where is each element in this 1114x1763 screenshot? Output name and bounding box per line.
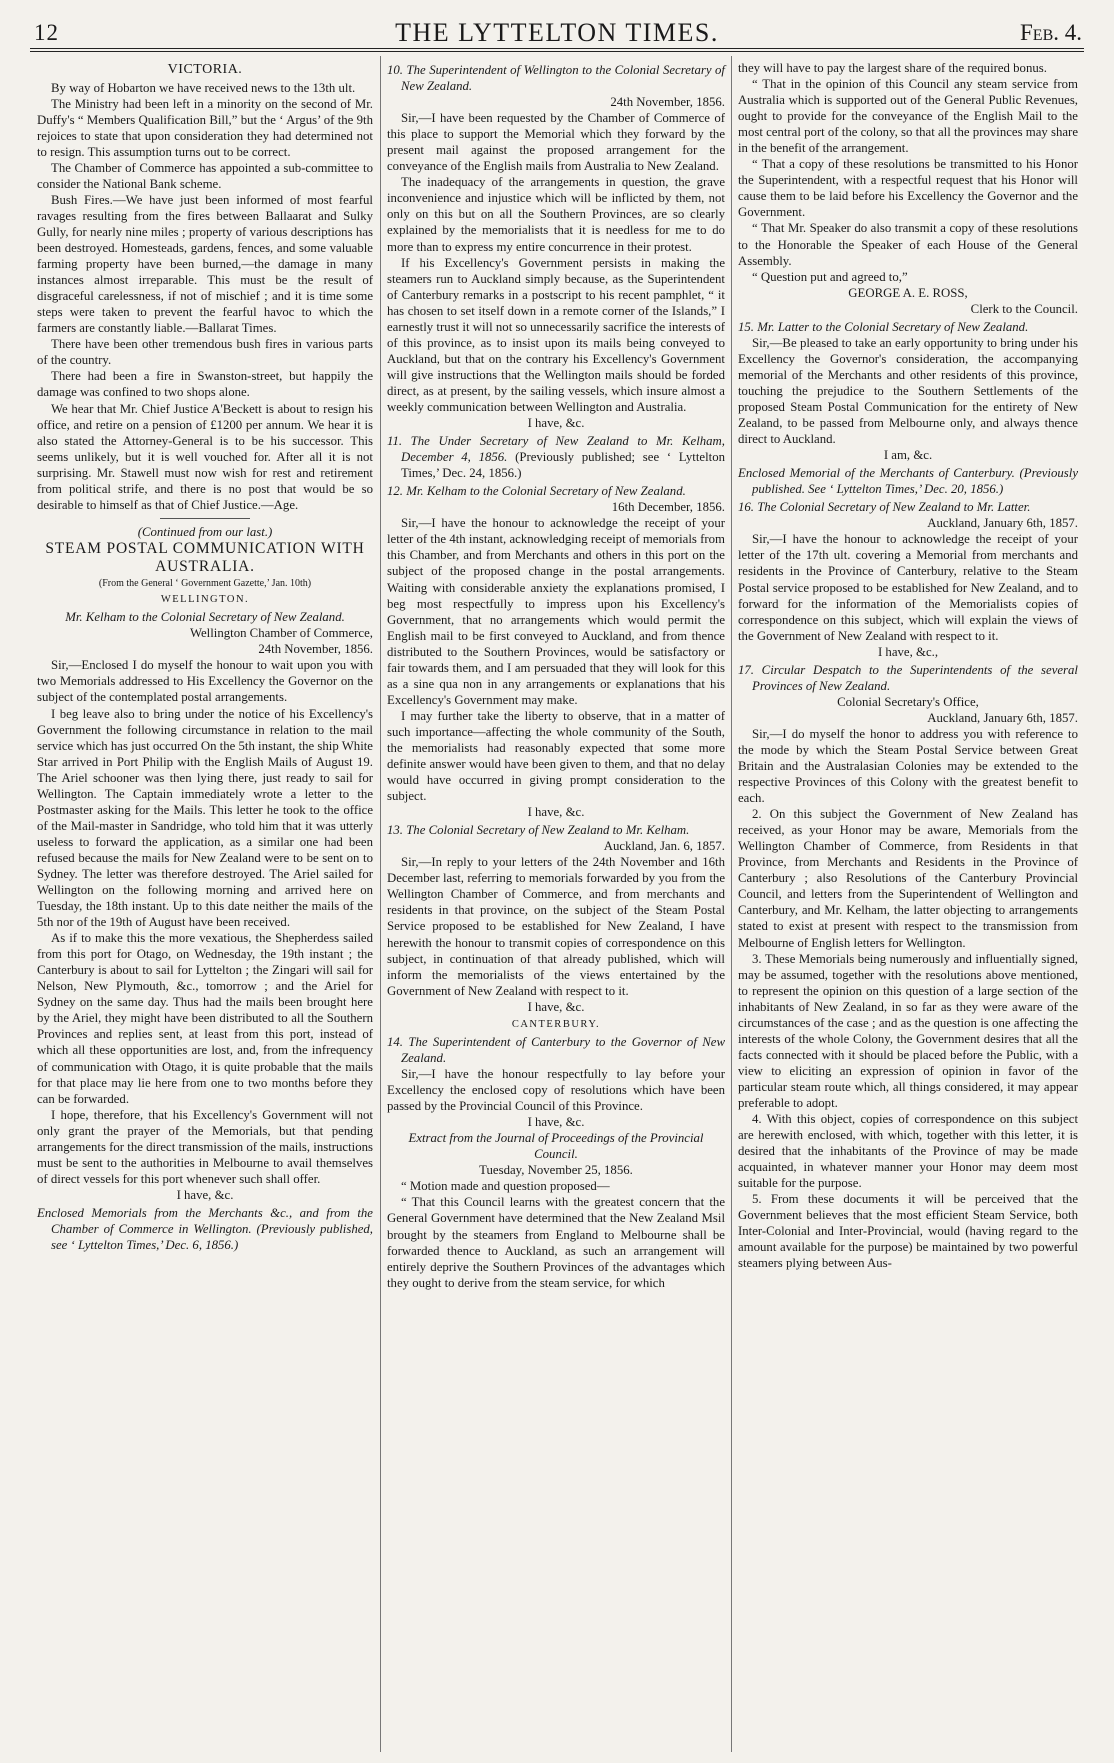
column-divider: [380, 56, 381, 1752]
issue-date: Feb. 4.: [1020, 20, 1082, 45]
column-1: [37, 60, 373, 1253]
masthead: [30, 14, 1084, 47]
paragraph: There have been other tremendous bush fires in various parts of the country.: [37, 337, 373, 368]
paragraph: Sir,—I have the honour to acknowledge the receipt of your letter of the 4th instant, acknowledging receipt of memorials from this Chamber, and from Merchants and others in this port on the subject of the proposed change in the postal arrangements. Waiting with considerable anxiety the explanations promised, I beg most respectfully to impress upon his Excellency's Government, that no arrangements which would permit the English mail to be first conveyed to Auckland, and from thence distributed to the Southern Provinces, would be satisfactory or fair towards them, and I am persuaded that they will look for this as a sine qua non in any arrangements or explanations that his Excellency's Government may make.: [387, 516, 725, 707]
paragraph: I may further take the liberty to observe, that in a matter of such importance—affecting the whole community of the South, the memorialists had reasonably expected that some more definite answer would have been given to them, and that no delay would have occurred in giving prompt consideration to the subject.: [387, 708, 725, 804]
paragraph: There had been a fire in Swanston-street, but happily the damage was confined to two shops alone.: [37, 369, 373, 400]
letter-heading: 10. The Superintendent of Wellington to the Colonial Secretary of New Zealand.: [387, 63, 725, 94]
enclosure-note: Enclosed Memorials from the Merchants &c., and from the Chamber of Commerce in Wellington. (Previously published, see ‘ Lyttelton Times,’ Dec. 6, 1856.): [37, 1205, 373, 1253]
letter-close: I have, &c.: [527, 805, 585, 820]
letter-place: Wellington Chamber of Commerce,: [189, 626, 373, 641]
paragraph: I beg leave also to bring under the notice of his Excellency's Government the following circumstance in relation to the mail service which has just occurred On the 5th instant, the ship White Star arrived in Port Philip with the English Mails of August 19. The Ariel schooner was then lying there, just ready to sail for Wellington. The Captain immediately wrote a letter to the Postmaster asking for the Mails. This letter he took to the office of the Mail-master in Sandridge, who told him that it was utterly useless to forward the application, as a similar one had been refused because the mails for New Zealand were to be sent on to Sydney. The letter was therefore destroyed. The Ariel sailed for Wellington on the following morning and arrived here on Tuesday, the 18th instant. Up to this date neither the mails of the 5th nor of the 19th of August have been received.: [37, 706, 373, 930]
letter-close: I have, &c.,: [877, 644, 939, 659]
paragraph: 3. These Memorials being numerously and influentially signed, may be assumed, together with the resolutions above mentioned, to represent the opinion on this question of a large section of the inhabitants of New Zealand, in so far as they were aware of the circumstances of the case ; and as the question is one affecting the interests of the whole Colony, the Government desires that all the facts connected with it should be placed before the Public, with a view to eliciting an expression of opinion in favor of the particular steam route which, all things considered, it may appear preferable to adopt.: [738, 951, 1078, 1110]
paragraph: If his Excellency's Government persists in making the steamers run to Auckland simply because, as the Superintendent of Canterbury remarks in a postscript to his recent pamphlet, “ it has chosen to set itself down in a remote corner of the Islands,” I earnestly trust it will not so unnecessarily sacrifice the interests of of this province, as to insist upon its mails being conveyed to Auckland, but that on the contrary his Excellency's Government will give instructions that the Wellington mails should be forded direct, as at present, by the sailing vessels, which insure almost a weekly communication between Wellington and Australia.: [387, 255, 725, 414]
column-2: [387, 60, 725, 1291]
letter-date: 24th November, 1856.: [258, 642, 373, 657]
letter-heading: Mr. Kelham to the Colonial Secretary of New Zealand.: [65, 610, 345, 625]
paragraph: Sir,—Be pleased to take an early opportunity to bring under his Excellency the Governor's consideration, the accompanying memorial of the Merchants and other residents of this province, touching the prejudice to the Southern Settlements of the proposed Steam Postal Communication for the entirety of New Zealand, to be passed from Melbourne only, and always thence direct to Auckland.: [738, 335, 1078, 447]
section-heading: VICTORIA.: [167, 62, 243, 77]
paragraph: As if to make this the more vexatious, the Shepherdess sailed from this port for Otago, on Wednesday, the 19th instant ; the Canterbury is about to sail for Lyttelton ; the Zingari will sail for Nelson, New Plymouth, &c., tomorrow ; and the Ariel for Sydney on the same day. Thus had the mails been brought here by the Ariel, they might have been distributed to all the Southern Provinces and replies sent, at least from this port, instead of which all these opportunities are lost, and, from the infrequency of communication with Otago, it is quite probable that the mails for that place may lie here from one to two months before they can be forwarded.: [37, 931, 373, 1106]
paragraph: “ That a copy of these resolutions be transmitted to his Honor the Superintendent, with a respectful request that his Honor will cause them to be laid before his Excellency the Governor and the Government.: [738, 157, 1078, 220]
article-heading: STEAM POSTAL COMMUNICATION WITH AUSTRALIA.: [45, 539, 365, 575]
letter-heading: 14. The Superintendent of Canterbury to the Governor of New Zealand.: [387, 1034, 725, 1065]
letter-date: 16th December, 1856.: [611, 500, 725, 515]
letter-heading: 11. The Under Secretary of New Zealand to Mr. Kelham, December 4, 1856. (Previously published; see ‘ Lyttelton Times,’ Dec. 24, 1856.): [387, 434, 725, 481]
extract-heading: Extract from the Journal of Proceedings of the Provincial Council.: [408, 1131, 704, 1162]
letter-date: 24th November, 1856.: [610, 95, 725, 110]
paragraph: 4. With this object, copies of correspondence on this subject are herewith enclosed, with which, together with this letter, it is desired that the inhabitants of the Province of may be made acquainted, in whatever manner your Honor may deem most suitable for the purpose.: [738, 1112, 1078, 1191]
paragraph: “ That Mr. Speaker do also transmit a copy of these resolutions to the Honorable the Speaker of each House of the General Assembly.: [738, 221, 1078, 268]
letter-heading: 16. The Colonial Secretary of New Zealand to Mr. Latter.: [738, 500, 1031, 515]
column-divider: [731, 56, 732, 1752]
paragraph: Sir,—In reply to your letters of the 24th November and 16th December last, referring to memorials forwarded by you from the Wellington Chamber of Commerce, and from merchants and residents in that province, on the subject of the Steam Postal Service proposed to be established for New Zealand, I have herewith the honour to transmit copies of correspondence on this subject, in continuation of that already published, which will inform the memorialists of the views entertained by the Government of New Zealand with respect to it.: [387, 855, 725, 998]
letter-close: I have, &c.: [527, 416, 585, 431]
paragraph: Sir,—I do myself the honor to address you with reference to the mode by which the Steam Postal Service between Great Britain and the Australasian Colonies may be extended to the respective Provinces of this Colony with the greatest benefit to each.: [738, 726, 1078, 806]
paragraph: By way of Hobarton we have received news to the 13th ult.: [51, 80, 356, 95]
subsection-heading: WELLINGTON.: [160, 594, 250, 606]
newspaper-title: THE LYTTELTON TIMES.: [395, 18, 719, 47]
masthead-rule: [30, 48, 1084, 49]
paragraph: Sir,—I have the honour to acknowledge the receipt of your letter of the 17th ult. covering a Memorial from merchants and residents in the Province of Canterbury, relative to the Steam Postal service proposed to be established for New Zealand, and to forward for the information of the Memorialists copies of correspondence on this subject, which will explain the views of the Government of New Zealand with respect to it.: [738, 532, 1078, 643]
paragraph: Sir,—Enclosed I do myself the honour to wait upon you with two Memorials addressed to His Excellency the Governor on the subject of the contemplated postal arrangements.: [37, 658, 373, 705]
letter-heading: 15. Mr. Latter to the Colonial Secretary of New Zealand.: [738, 319, 1029, 334]
letter-close: I have, &c.: [176, 1187, 234, 1202]
paragraph: Sir,—I have the honour respectfully to lay before your Excellency the enclosed copy of resolutions which have been passed by the Provincial Council of this Province.: [387, 1067, 725, 1114]
page-number: 12: [34, 20, 59, 45]
letter-date: Auckland, Jan. 6, 1857.: [603, 839, 725, 854]
subsection-heading: CANTERBURY.: [511, 1018, 601, 1030]
extract-date: Tuesday, November 25, 1856.: [479, 1163, 633, 1178]
paragraph: Sir,—I have been requested by the Chamber of Commerce of this place to support the Memorial which they forward by the present mail against the proposed arrangement for the conveyance of the English mails from Australia to New Zealand.: [387, 111, 725, 174]
masthead-rule-2: [30, 51, 1084, 52]
signature-title: Clerk to the Council.: [970, 301, 1078, 316]
letter-date: Auckland, January 6th, 1857.: [927, 710, 1078, 725]
paragraph: We hear that Mr. Chief Justice A'Beckett is about to resign his office, and retire on a pension of £1200 per annum. We hear it is also stated the Attorney-General is to be his successor. This seems unlikely, but it is well vouched for. After all it is not surprising. Mr. Stawell must now wish for rest and retirement from political strife, and there is no post that would be so desirable to himself as that of Chief Justice.—Age.: [37, 401, 373, 512]
letter-heading: 13. The Colonial Secretary of New Zealand to Mr. Kelham.: [387, 823, 690, 838]
paragraph: The inadequacy of the arrangements in question, the grave inconvenience and injustice which will be inflicted by them, not only on this but on all the Southern Provinces, are so clearly explained by the memorialists that it is needless for me to do more than to express my entire concurrence in their protest.: [387, 175, 725, 254]
paragraph: 5. From these documents it will be perceived that the Government believes that the most efficient Steam Service, both Inter-Colonial and Inter-Provincial, would (having regard to the amount available for the purpose) be maintained by two powerful steamers plying between Aus-: [738, 1192, 1078, 1271]
source-note: (From the General ‘ Government Gazette,’ Jan. 10th): [98, 577, 312, 589]
paragraph: The Ministry had been left in a minority on the second of Mr. Duffy's “ Members Qualification Bill,” but the ‘ Argus’ of the 9th rejoices to state that upon consideration they had determined not to resign. This assumption turns out to be correct.: [37, 96, 373, 159]
paragraph: The Chamber of Commerce has appointed a sub-committee to consider the National Bank scheme.: [37, 160, 373, 191]
letter-close: I have, &c.: [527, 1115, 585, 1130]
paragraph: they will have to pay the largest share of the required bonus.: [738, 61, 1047, 75]
letter-heading: 12. Mr. Kelham to the Colonial Secretary of New Zealand.: [387, 484, 686, 499]
paragraph: I hope, therefore, that his Excellency's Government will not only grant the prayer of the Memorials, but that pending arrangements for the direct transmission of the mails, instructions must be sent to the authorities in Melbourne to avail themselves of direct vessels for this port whenever such shall offer.: [37, 1107, 373, 1186]
letter-close: I have, &c.: [527, 999, 585, 1014]
enclosure-note: Enclosed Memorial of the Merchants of Canterbury. (Previously published. See ‘ Lyttelton Times,’ Dec. 20, 1856.): [738, 466, 1078, 497]
letter-place: Colonial Secretary's Office,: [837, 694, 979, 709]
letter-date: Auckland, January 6th, 1857.: [927, 516, 1078, 531]
separator: [160, 518, 250, 519]
letter-heading: 17. Circular Despatch to the Superintendents of the several Provinces of New Zealand.: [738, 662, 1078, 693]
paragraph: “ That in the opinion of this Council any steam service from Australia which is supported out of the General Public Revenues, ought to provide for the conveyance of the English Mail to the most central port of the colony, so that all the provinces may share in the benefit of the arrangement.: [738, 77, 1078, 156]
paragraph: “ Motion made and question proposed—: [401, 1179, 610, 1194]
signature: GEORGE A. E. ROSS,: [848, 285, 968, 300]
column-3: [738, 60, 1078, 1272]
continued-note: (Continued from our last.): [137, 524, 273, 539]
paragraph: “ That this Council learns with the greatest concern that the General Government have determined that the New Zealand Msil brought by the steamers from England to Melbourne shall be forwarded thence to Auckland, as such an arrangement will entirely deprive the Southern Provinces of the advantages which they ought to derive from the steam service, for which: [387, 1195, 725, 1290]
paragraph: Bush Fires.—We have just been informed of most fearful ravages resulting from the fires between Ballaarat and Sulky Gully, for nearly nine miles ; property of various descriptions has been destroyed. Homesteads, gardens, fences, and some valuable farming property have been burned,—the damage in many instances almost irreparable. This must be the result of disgraceful carelessness, if not of mischief ; and it is time some steps were taken to prevent the fearful havoc to which the farmers are constantly liable.—Ballarat Times.: [37, 192, 373, 336]
paragraph: “ Question put and agreed to,”: [752, 269, 908, 284]
letter-close: I am, &c.: [883, 448, 933, 463]
paragraph: 2. On this subject the Government of New Zealand has received, as your Honor may be aware, Memorials from the Wellington Chamber of Commerce, from Residents in that Province, from Merchants and Residents in the Province of Canterbury ; also Resolutions of the Canterbury Provincial Council, and letters from the Superintendent of Wellington and Canterbury, and Mr. Kelham, the latter objecting to arrangements stated to exist at present with respect to the transmission from Melbourne of English letters for Wellington.: [738, 807, 1078, 950]
